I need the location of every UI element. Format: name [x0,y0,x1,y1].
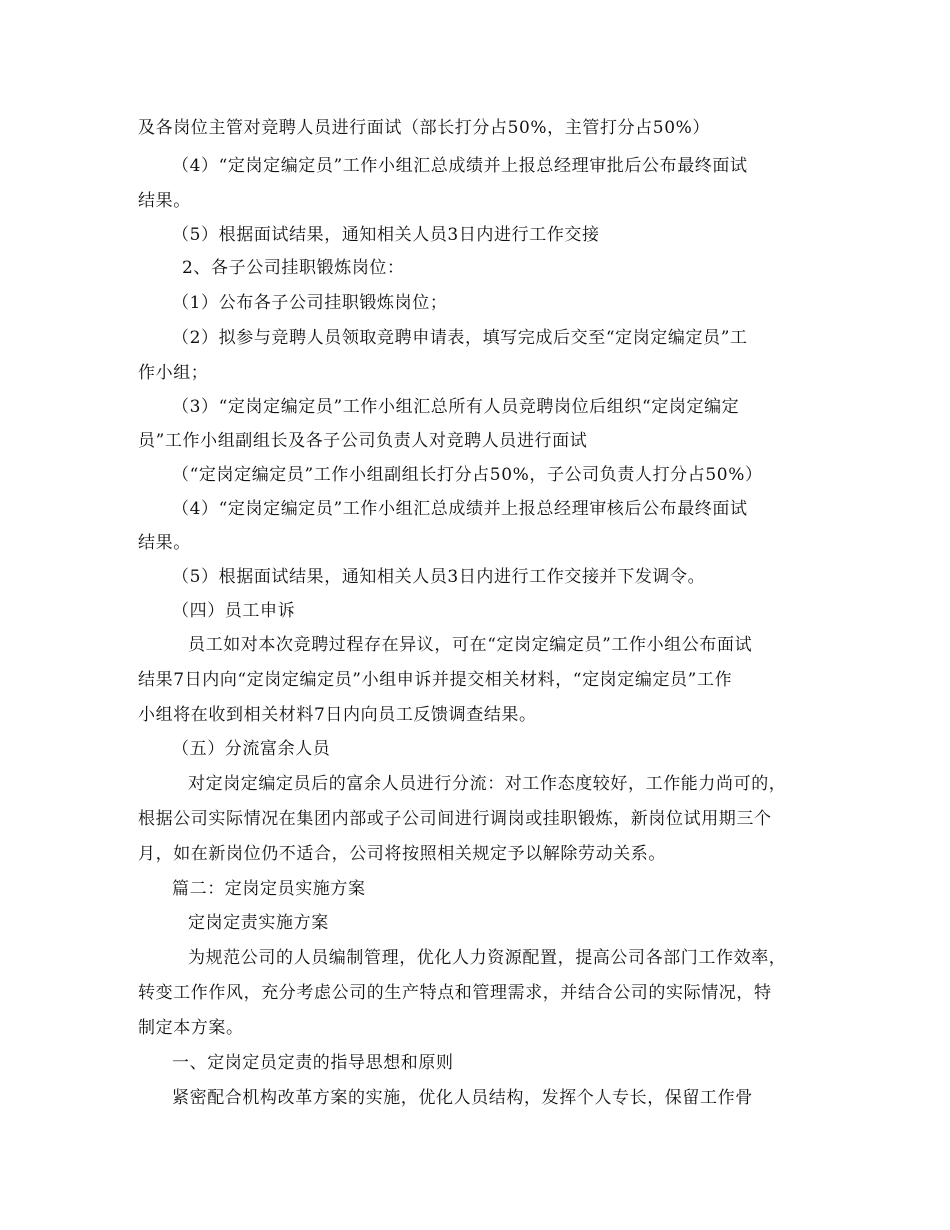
text-line: 对定岗定编定员后的富余人员进行分流：对工作态度较好，工作能力尚可的， [188,774,787,794]
text-line: 作小组； [138,363,209,383]
text-line: 制定本方案。 [138,1018,244,1038]
text-line: （5）根据面试结果，通知相关人员3日内进行工作交接并下发调令。 [172,567,706,587]
text-line: 员工如对本次竞聘过程存在异议，可在“定岗定编定员”工作小组公布面试 [188,635,753,655]
text-line: 为规范公司的人员编制管理，优化人力资源配置，提高公司各部门工作效率， [188,948,787,968]
text-line: （5）根据面试结果，通知相关人员3日内进行工作交接 [172,225,600,245]
text-line: 员”工作小组副组长及各子公司负责人对竞聘人员进行面试 [138,431,588,451]
text-line: （4）“定岗定编定员”工作小组汇总成绩并上报总经理审批后公布最终面试 [172,156,748,176]
text-line: 2、各子公司挂职锻炼岗位： [182,258,405,278]
text-line: 根据公司实际情况在集团内部或子公司间进行调岗或挂职锻炼，新岗位试用期三个 [138,809,772,829]
text-line: 转变工作作风，充分考虑公司的生产特点和管理需求，并结合公司的实际情况，特 [138,983,772,1003]
text-line: 结果7日内向“定岗定编定员”小组申诉并提交相关材料，“定岗定编定员”工作 [138,670,733,690]
section-heading: （四）员工申诉 [172,601,296,621]
text-line: （2）拟参与竞聘人员领取竞聘申请表，填写完成后交至“定岗定编定员”工 [172,328,748,348]
text-line: 结果。 [138,191,191,211]
text-line: （4）“定岗定编定员”工作小组汇总成绩并上报总经理审核后公布最终面试 [172,499,748,519]
section-heading: 篇二：定岗定员实施方案 [172,879,366,899]
text-line: 及各岗位主管对竞聘人员进行面试（部长打分占50%，主管打分占50%） [138,118,710,138]
text-line: （3）“定岗定编定员”工作小组汇总所有人员竞聘岗位后组织“定岗定编定 [172,397,740,417]
section-heading: （五）分流富余人员 [172,739,331,759]
text-line: 小组将在收到相关材料7日内向员工反馈调查结果。 [138,705,537,725]
text-line: 月，如在新岗位仍不适合，公司将按照相关规定予以解除劳动关系。 [138,844,666,864]
text-line: 紧密配合机构改革方案的实施，优化人员结构，发挥个人专长，保留工作骨 [172,1088,753,1108]
text-line: 结果。 [138,533,191,553]
text-line: （1）公布各子公司挂职锻炼岗位； [172,293,448,313]
text-line: （“定岗定编定员”工作小组副组长打分占50%，子公司负责人打分占50%） [172,465,763,485]
document-title: 定岗定责实施方案 [188,913,329,933]
section-heading: 一、定岗定员定责的指导思想和原则 [172,1053,454,1073]
